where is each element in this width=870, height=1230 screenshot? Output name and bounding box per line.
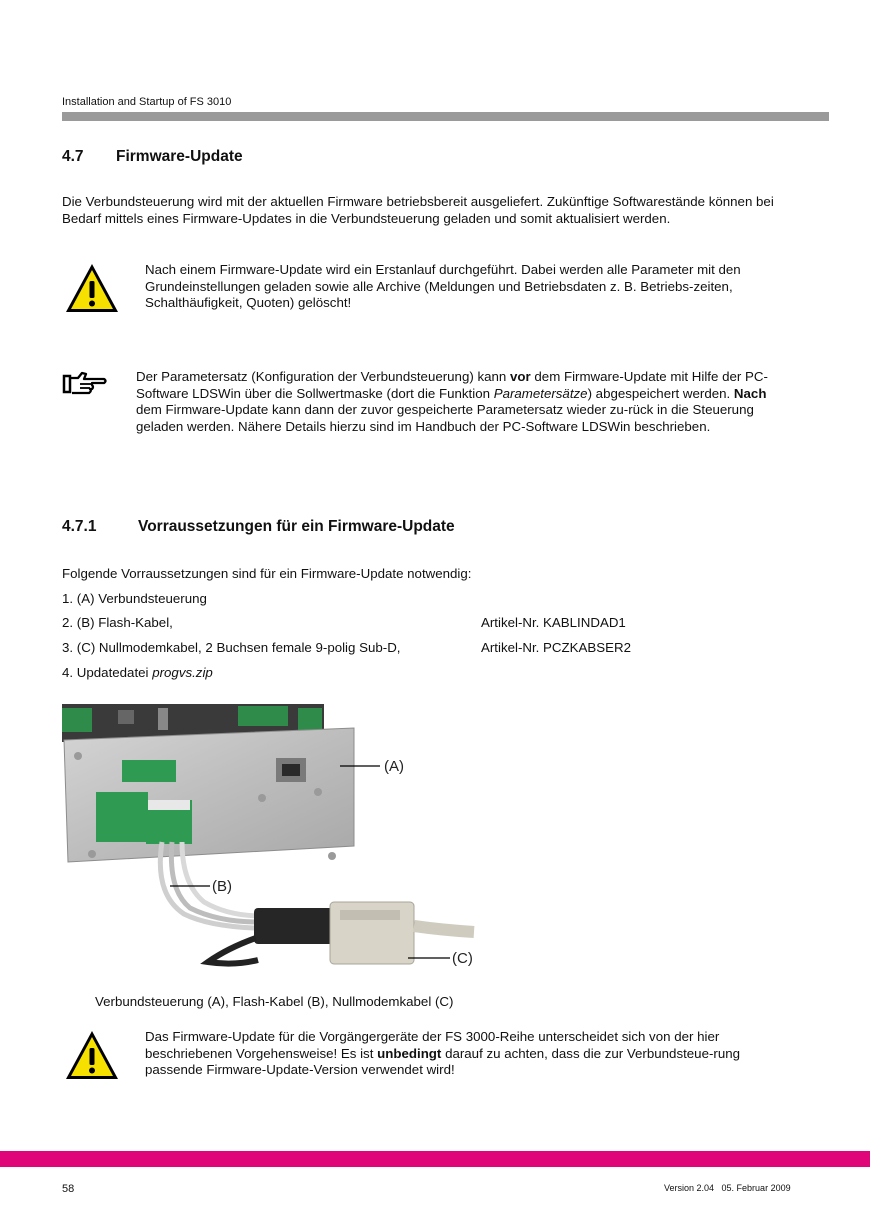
warning-triangle-icon (64, 262, 120, 314)
running-header: Installation and Startup of FS 3010 (62, 96, 232, 108)
figure-caption: Verbundsteuerung (A), Flash-Kabel (B), Nullmodemkabel (C) (95, 994, 454, 1009)
requirement-item: 2. (B) Flash-Kabel, (62, 615, 173, 630)
footer-bar (0, 1151, 870, 1167)
warning-triangle-icon (64, 1029, 120, 1081)
page-number: 58 (62, 1183, 75, 1195)
requirement-item: 1. (A) Verbundsteuerung (62, 591, 207, 606)
note-text: Der Parametersatz (Konfiguration der Verbundsteuerung) kann vor dem Firmware-Update mit Hilfe der PC-Software LDSWin über die Sollwertmaske (dort die Funktion Parametersätze) abgespeichert werden. Nach dem Firmware-Update kann dann der zuvor gespeicherte Parametersatz wieder zu-rück in die Steuerung geladen werden. Nähere Details hierzu sind im Handbuch der PC-Software LDSWin beschrieben. (136, 369, 768, 434)
article-number: Artikel-Nr. KABLINDAD1 (481, 615, 626, 630)
figure-label-a: (A) (384, 758, 404, 775)
figure-label-b: (B) (212, 878, 232, 895)
pointing-hand-icon (62, 370, 108, 396)
intro-paragraph: Die Verbundsteuerung wird mit der aktuellen Firmware betriebsbereit ausgeliefert. Zukünftige Softwarestände können bei Bedarf mittels eines Firmware-Updates in die Verbundsteuerung geladen und somit aktualisiert werden. (62, 194, 774, 226)
section-number: 4.7 (62, 148, 84, 165)
figure-label-c: (C) (452, 950, 473, 967)
requirement-item: 3. (C) Nullmodemkabel, 2 Buchsen female 9-polig Sub-D, (62, 640, 401, 655)
subsection-number: 4.7.1 (62, 518, 97, 535)
device-photo (58, 704, 478, 974)
subsection-heading (62, 518, 455, 536)
header-rule (62, 112, 829, 121)
version-info: Version 2.04 05. Februar 2009 (664, 1183, 791, 1193)
article-number: Artikel-Nr. PCZKABSER2 (481, 640, 631, 655)
warning-text-2: Das Firmware-Update für die Vorgängergeräte der FS 3000-Reihe unterscheidet sich von der hier beschriebenen Vorgehensweise! Es ist unbedingt darauf zu achten, dass die zur Verbundsteue-rung passende Firmware-Update-Version verwendet wird! (145, 1029, 741, 1078)
warning-text-1: Nach einem Firmware-Update wird ein Erstanlauf durchgeführt. Dabei werden alle Parameter mit den Grundeinstellungen geladen sowie alle Archive (Meldungen und Betriebsdaten z. B. Betriebs-zeiten, Schalthäufigkeit, Quoten) gelöscht! (145, 262, 741, 311)
subsection-title: Vorraussetzungen für ein Firmware-Update (138, 518, 455, 535)
section-heading (62, 148, 243, 166)
requirements-intro: Folgende Vorraussetzungen sind für ein Firmware-Update notwendig: (62, 566, 472, 581)
requirement-item: 4. Updatedatei progvs.zip (62, 665, 213, 680)
section-title: Firmware-Update (116, 148, 243, 165)
